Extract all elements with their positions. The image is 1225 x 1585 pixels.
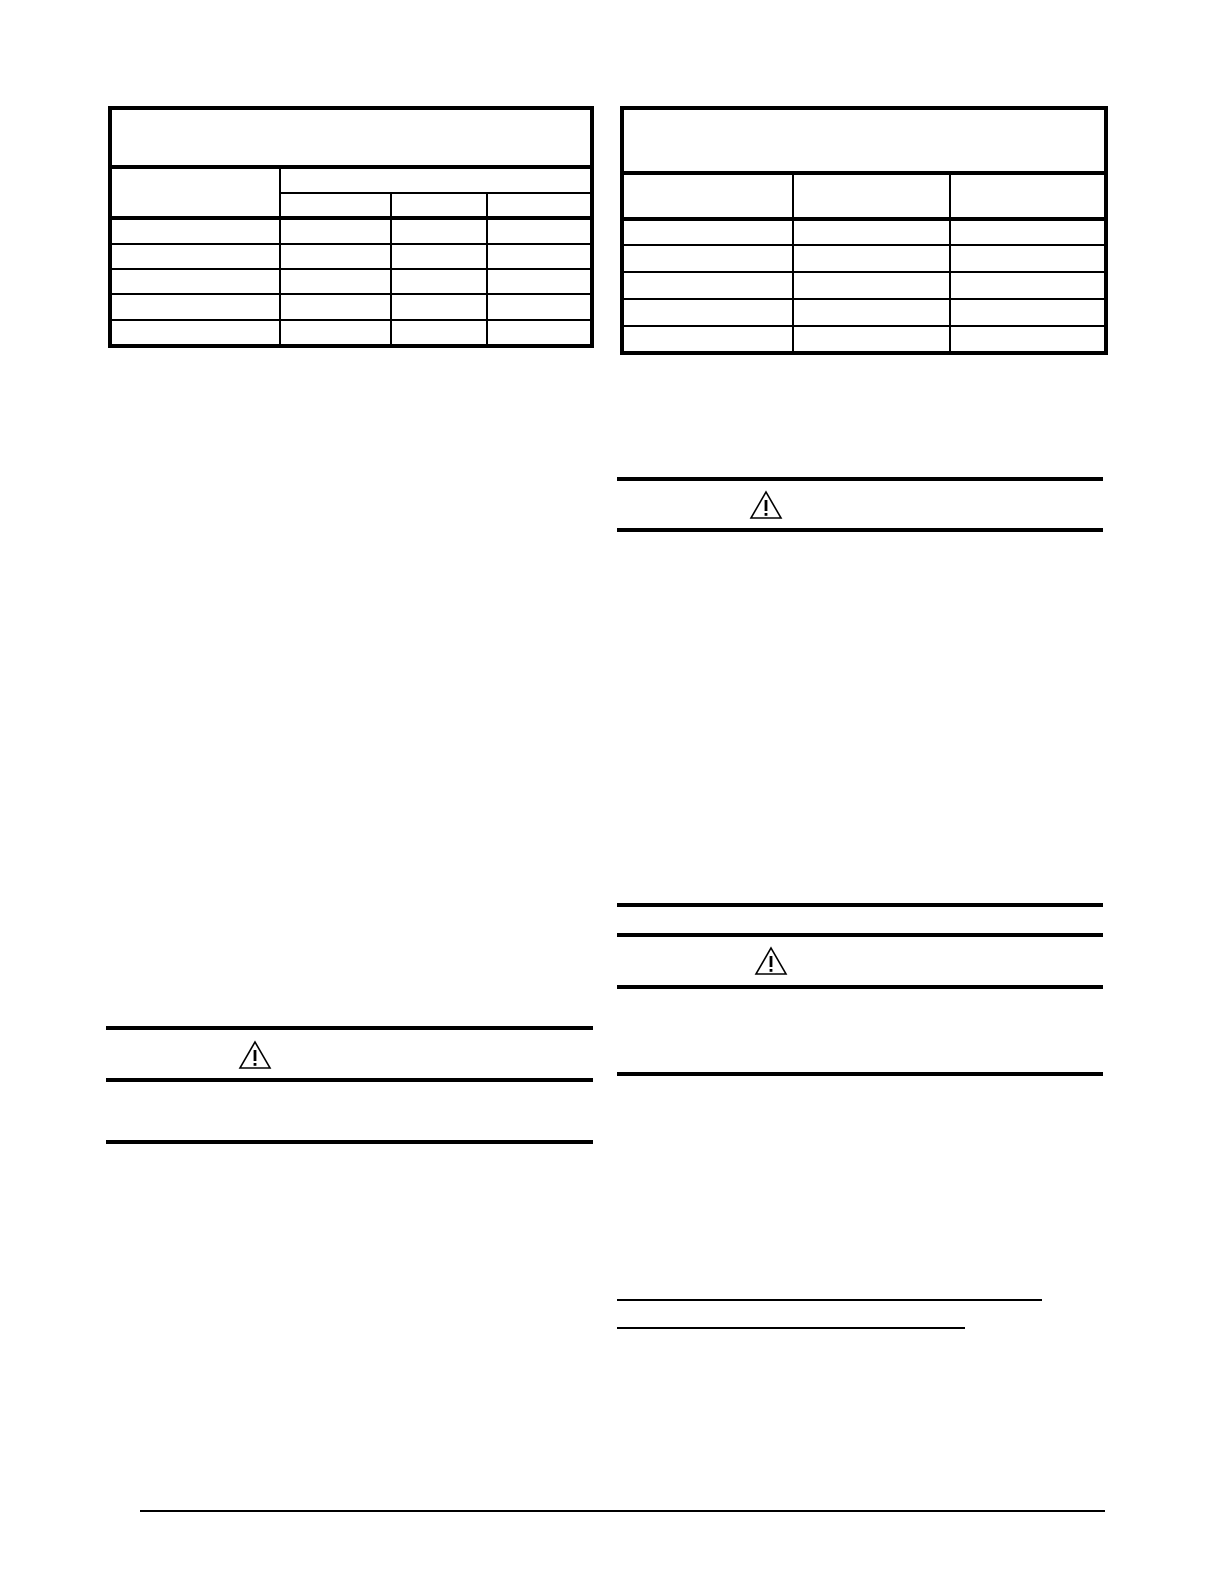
- table-2: [620, 106, 1108, 355]
- table-1-column-divider: [486, 194, 488, 344]
- warning-triangle-icon: [754, 946, 788, 976]
- table-2-title-divider: [624, 171, 1104, 175]
- notice-2-top-rule: [617, 933, 1103, 937]
- notice-3-mid-rule: [106, 1078, 593, 1082]
- warning-triangle-icon: [749, 490, 783, 520]
- table-1-title: [118, 118, 584, 158]
- table-2-row-divider: [624, 244, 1104, 246]
- table-1-row-divider: [112, 243, 590, 245]
- table-2-header-divider: [624, 217, 1104, 221]
- table-2-row-divider: [624, 298, 1104, 300]
- table-2-column-divider: [949, 173, 951, 351]
- table-2-row-divider: [624, 325, 1104, 327]
- notice-2-bottom-rule: [617, 1072, 1103, 1076]
- warning-triangle-icon: [238, 1040, 272, 1070]
- notice-3-top-rule: [106, 1026, 593, 1030]
- notice-3-text: [106, 1090, 593, 1135]
- notice-2-text: [617, 998, 1103, 1068]
- notice-1-bottom-rule: [617, 528, 1103, 532]
- table-1-subheader-divider: [280, 192, 590, 194]
- table-2-title: [630, 118, 1098, 162]
- table-1-title-divider: [112, 165, 590, 169]
- notice-2-mid-rule: [617, 985, 1103, 989]
- table-1: [108, 106, 594, 348]
- table-2-column-divider: [792, 173, 794, 351]
- table-1-column-divider: [390, 194, 392, 344]
- underline-1: [617, 1299, 1042, 1301]
- notice-3-bottom-rule: [106, 1140, 593, 1144]
- table-1-column-divider: [279, 167, 281, 344]
- footer-rule: [140, 1510, 1105, 1512]
- table-1-row-divider: [112, 268, 590, 270]
- table-2-row-divider: [624, 271, 1104, 273]
- table-1-row-divider: [112, 293, 590, 295]
- table-1-header-divider: [112, 216, 590, 220]
- table-1-row-divider: [112, 319, 590, 321]
- underline-2: [617, 1327, 965, 1329]
- notice-1-top-rule: [617, 477, 1103, 481]
- notice-2-upper-rule: [617, 903, 1103, 907]
